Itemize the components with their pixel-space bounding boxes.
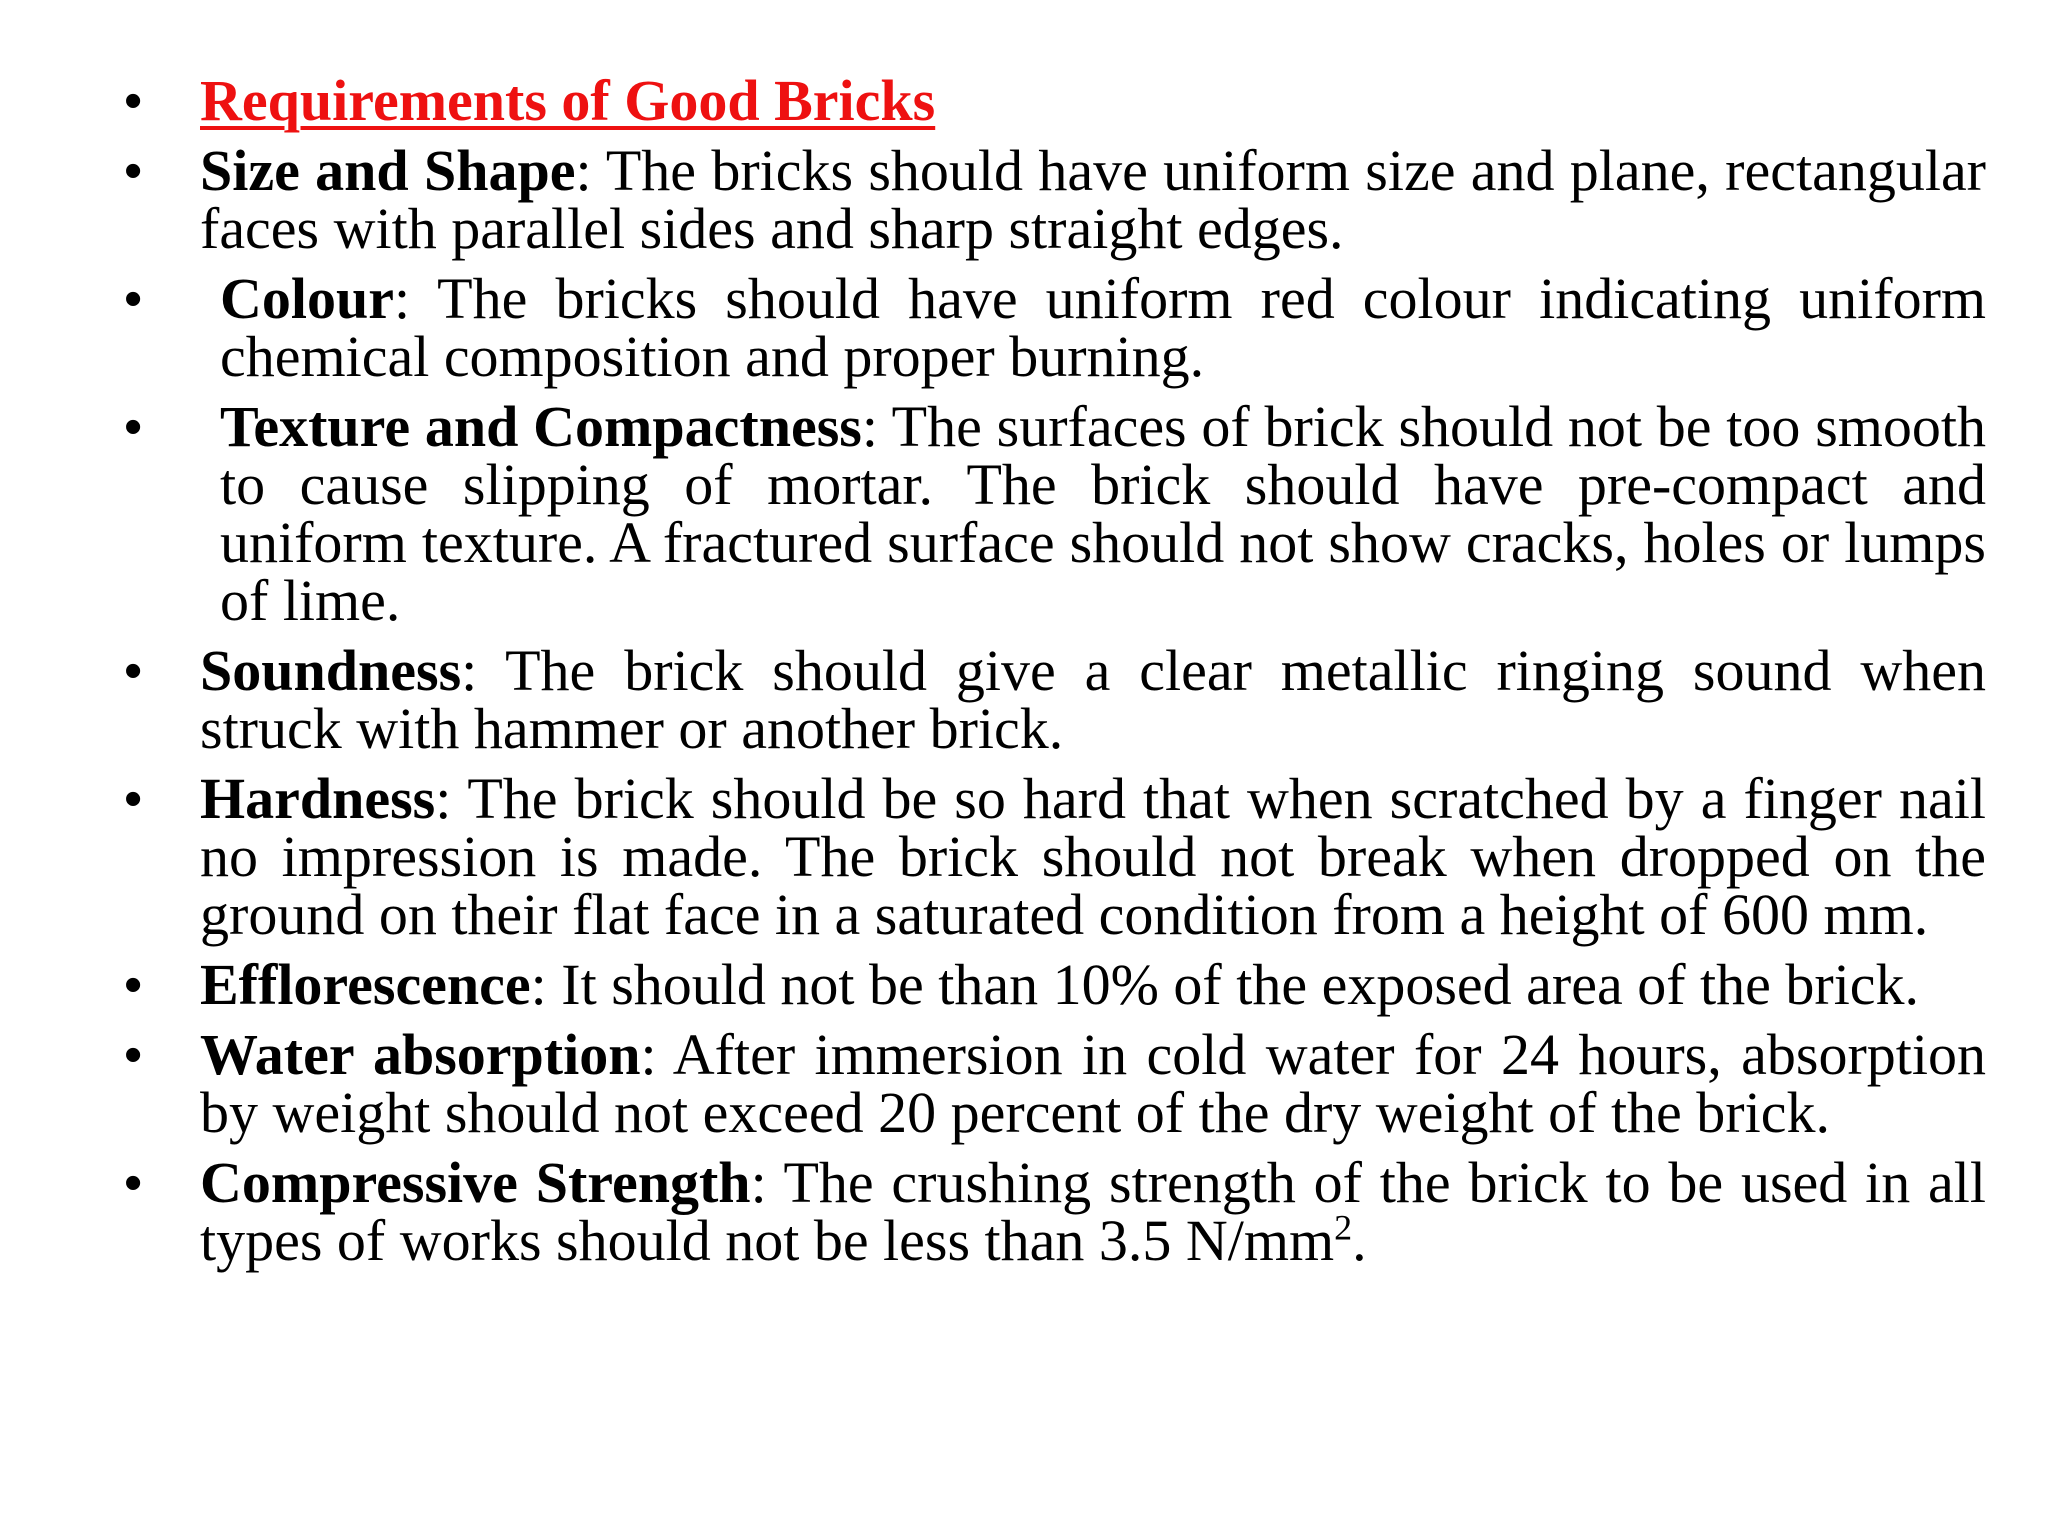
item-text: : The crushing strength of the brick to be used in all types of works should not be less than 3.5 N/mm <box>200 1150 1986 1273</box>
item-term: Size and Shape <box>200 138 576 203</box>
list-item-soundness <box>200 638 1986 761</box>
item-text: : After immersion in cold water for 24 hours, absorption by weight should not exceed 20 percent of the dry weight of the brick. <box>200 1022 1986 1145</box>
list-item-hardness <box>200 766 1986 947</box>
item-term: Soundness <box>200 638 462 703</box>
list-item-efflorescence <box>200 952 1986 1017</box>
section-heading: Requirements of Good Bricks <box>200 68 936 133</box>
item-term: Colour <box>220 266 394 331</box>
item-term: Compressive Strength <box>200 1150 751 1215</box>
item-term: Texture and Compactness <box>220 394 862 459</box>
item-text: : The bricks should have uniform red colour indicating uniform chemical composition and proper burning. <box>220 266 1986 389</box>
item-term: Water absorption <box>200 1022 641 1087</box>
item-suffix: . <box>1352 1208 1367 1273</box>
list-item-size-and-shape <box>200 138 1986 261</box>
requirements-list <box>200 68 1986 1282</box>
item-text: : The bricks should have uniform size and plane, rectangular faces with parallel sides and sharp straight edges. <box>200 138 1986 261</box>
item-term: Efflorescence <box>200 952 531 1017</box>
list-item-colour <box>200 266 1986 389</box>
list-item-texture-and-compactness <box>200 394 1986 633</box>
item-term: Hardness <box>200 766 436 831</box>
list-item-water-absorption <box>200 1022 1986 1145</box>
item-text: : The surfaces of brick should not be too smooth to cause slipping of mortar. The brick should have pre-compact and uniform texture. A fractured surface should not show cracks, holes or lumps of lime. <box>220 394 1986 633</box>
item-text: : The brick should give a clear metallic ringing sound when struck with hammer or another brick. <box>200 638 1986 761</box>
unit-superscript: 2 <box>1334 1207 1353 1248</box>
list-item-heading <box>200 68 1986 133</box>
list-item-compressive-strength <box>200 1150 1986 1273</box>
item-text: : The brick should be so hard that when scratched by a finger nail no impression is made. The brick should not break when dropped on the ground on their flat face in a saturated condition from a height of 600 mm. <box>200 766 1986 947</box>
item-text: : It should not be than 10% of the exposed area of the brick. <box>530 952 1920 1017</box>
